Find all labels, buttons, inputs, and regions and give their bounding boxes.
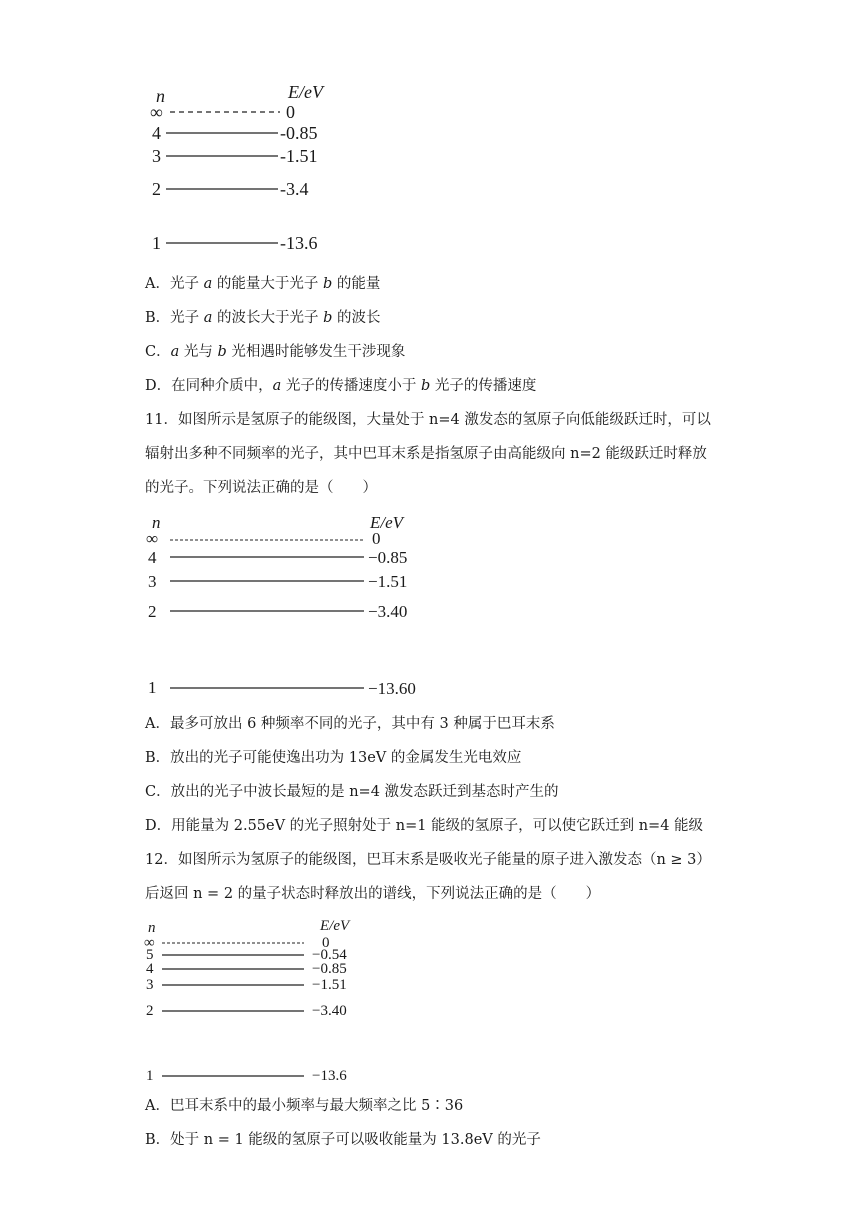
level-energy-label: −3.40 [368, 602, 408, 621]
level-inf [150, 102, 295, 122]
energy-axis-label: E/eV [320, 918, 350, 934]
energy-level-diagram-3 [140, 914, 380, 1086]
level-n-label: 1 [152, 233, 161, 253]
level-n-label: 4 [146, 961, 154, 977]
q11-option-a[interactable]: A．最多可放出 6 种频率不同的光子，其中有 3 种属于巴耳末系 [145, 716, 555, 732]
energy-axis-label: E/eV [288, 82, 323, 102]
level-3 [152, 146, 318, 166]
q11-stem-line-1: 11．如图所示是氢原子的能级图，大量处于 n=4 激发态的氢原子向低能级跃迁时，可以 [145, 412, 711, 428]
level-n-label: 4 [152, 123, 161, 143]
level-energy-label: -1.51 [280, 146, 318, 166]
level-energy-label: −0.85 [368, 548, 408, 567]
level-n-label: 1 [148, 678, 157, 697]
level-energy-label: −13.6 [312, 1068, 347, 1084]
level-energy-label: −1.51 [312, 977, 347, 993]
level-energy-label: -0.85 [280, 123, 318, 143]
q10-option-a[interactable]: A．光子 a 的能量大于光子 b 的能量 [145, 276, 381, 292]
q11-option-b[interactable]: B．放出的光子可能使逸出功为 13eV 的金属发生光电效应 [145, 750, 522, 766]
level-energy-label: −0.85 [312, 961, 347, 977]
level-4 [148, 548, 407, 567]
n-axis-label: n [152, 513, 161, 532]
level-n-label: 1 [146, 1068, 154, 1084]
level-2 [152, 179, 309, 199]
level-4 [146, 961, 347, 977]
level-n-label: 3 [148, 572, 157, 591]
level-n-label: 3 [146, 977, 154, 993]
q12-stem-line-1: 12．如图所示为氢原子的能级图，巴耳末系是吸收光子能量的原子进入激发态（n ≥ 3） [145, 852, 711, 868]
q11-option-d[interactable]: D．用能量为 2.55eV 的光子照射处于 n=1 能级的氢原子，可以使它跃迁到 n=4 能级 [145, 818, 704, 834]
energy-axis-label: E/eV [370, 513, 404, 532]
level-3 [146, 977, 347, 993]
level-n-label: ∞ [144, 935, 155, 951]
level-1 [148, 678, 416, 698]
n-axis-label: n [156, 86, 165, 106]
q12-stem-line-2: 后返回 n = 2 的量子状态时释放出的谱线，下列说法正确的是（ ） [145, 886, 601, 902]
energy-level-diagram-2 [140, 510, 440, 700]
level-energy-label: -13.6 [280, 233, 318, 253]
level-4 [152, 123, 318, 143]
level-inf [144, 935, 330, 951]
level-3 [148, 572, 407, 591]
q11-stem-line-2: 辐射出多种不同频率的光子，其中巴耳末系是指氢原子由高能级向 n=2 能级跃迁时释放 [145, 446, 707, 462]
q10-option-d[interactable]: D．在同种介质中，a 光子的传播速度小于 b 光子的传播速度 [145, 378, 537, 394]
q12-option-b[interactable]: B．处于 n = 1 能级的氢原子可以吸收能量为 13.8eV 的光子 [145, 1132, 541, 1148]
q11-stem-line-3: 的光子。下列说法正确的是（ ） [145, 480, 377, 496]
level-energy-label: 0 [322, 935, 330, 951]
level-energy-label: 0 [286, 102, 295, 122]
level-energy-label: −3.40 [312, 1003, 347, 1019]
level-inf [146, 529, 381, 548]
energy-level-diagram-1 [140, 78, 360, 258]
q12-option-a[interactable]: A．巴耳末系中的最小频率与最大频率之比 5∶36 [145, 1098, 464, 1114]
level-n-label: ∞ [146, 529, 159, 548]
level-1 [146, 1068, 347, 1084]
level-n-label: 2 [152, 179, 161, 199]
level-energy-label: −0.54 [312, 947, 347, 963]
level-energy-label: −1.51 [368, 572, 408, 591]
level-n-label: 5 [146, 947, 154, 963]
q10-option-b[interactable]: B．光子 a 的波长大于光子 b 的波长 [145, 310, 381, 326]
q11-option-c[interactable]: C．放出的光子中波长最短的是 n=4 激发态跃迁到基态时产生的 [145, 784, 559, 800]
level-n-label: 4 [148, 548, 157, 567]
level-2 [146, 1003, 347, 1019]
level-energy-label: 0 [372, 529, 381, 548]
q10-option-c[interactable]: C．a 光与 b 光相遇时能够发生干涉现象 [145, 344, 406, 360]
level-n-label: 2 [146, 1003, 154, 1019]
level-1 [152, 233, 318, 253]
level-2 [148, 602, 407, 621]
level-n-label: 3 [152, 146, 161, 166]
n-axis-label: n [148, 920, 156, 936]
level-energy-label: -3.4 [280, 179, 309, 199]
level-n-label: 2 [148, 602, 157, 621]
level-n-label: ∞ [150, 102, 163, 122]
level-energy-label: −13.60 [368, 679, 416, 698]
